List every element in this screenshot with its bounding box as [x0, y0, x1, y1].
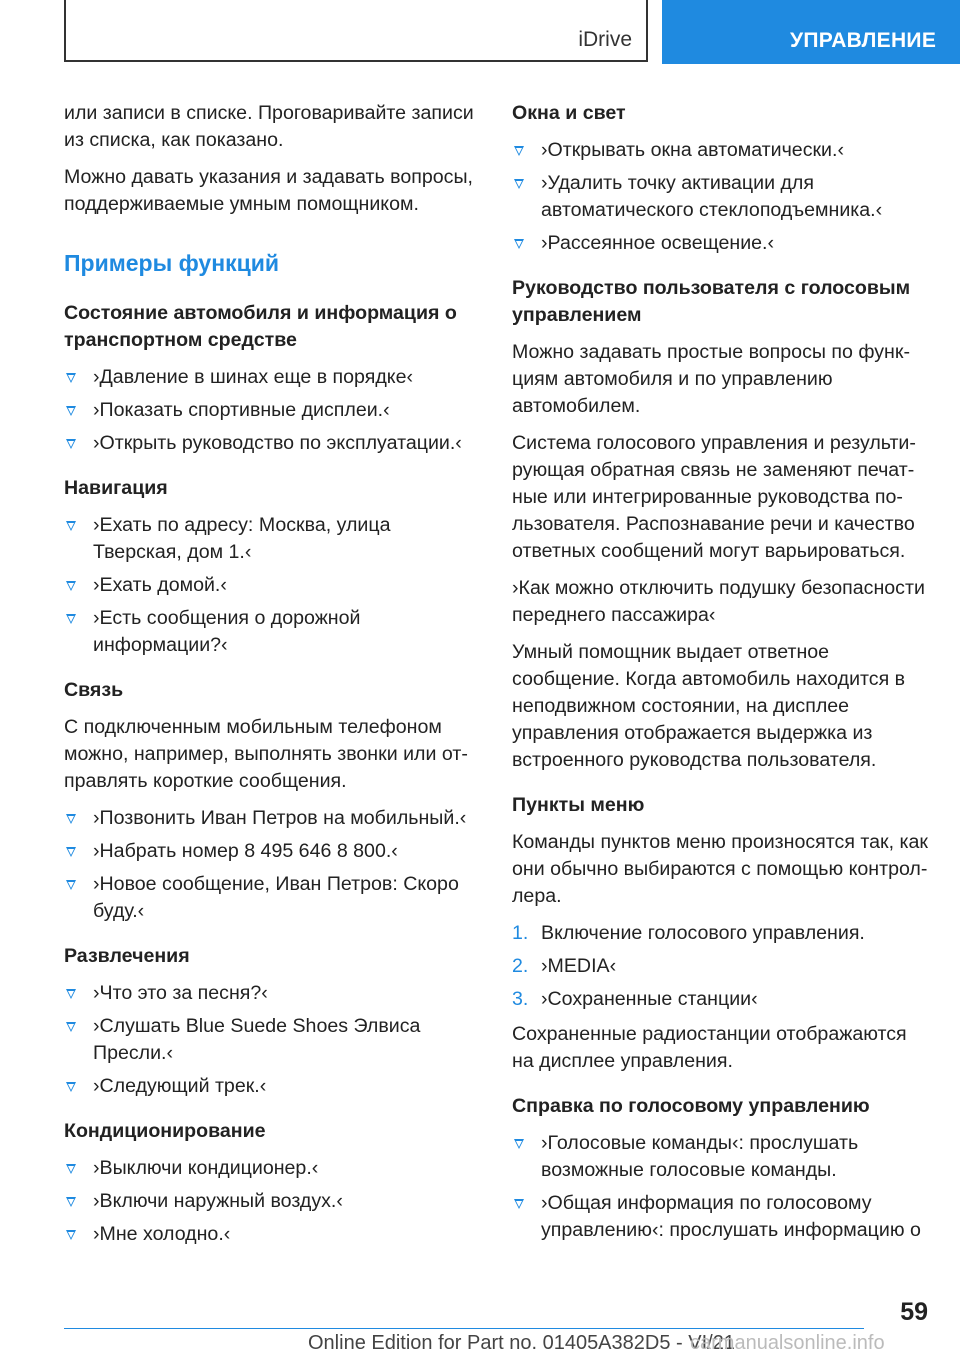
triangle-bullet-icon	[66, 1164, 76, 1174]
list-item: ›Новое сообщение, Иван Петров: Скоро буду.‹	[64, 871, 484, 925]
footer-divider	[64, 1328, 864, 1329]
triangle-bullet-icon	[514, 146, 524, 156]
body-paragraph: Команды пунктов меню произносятся так, как они обычно выбираются с помощью контроллера.	[512, 831, 928, 907]
subsection-heading: Кондиционирование	[64, 1120, 266, 1142]
subsection-heading: Состояние автомобиля и информация о транспортном средстве	[64, 302, 457, 351]
list-item: ›Слушать Blue Suede Shoes Элвиса Пресли.‹	[64, 1013, 484, 1067]
step-number: 3.	[512, 988, 529, 1010]
triangle-bullet-icon	[66, 406, 76, 416]
intro-paragraph: или записи в списке. Проговаривайте записи из списка, как показано.	[64, 102, 474, 151]
body-paragraph: Умный помощник выдает ответное сообщение. Когда автомобиль находится в неподвижном состоянии, на дисплее управления отображается выдержка из встроенного руководства пользователя.	[512, 641, 906, 771]
subsection-heading: Развлечения	[64, 945, 190, 967]
list-item: ›Удалить точку активации для автоматического стеклоподъемника.‹	[512, 170, 930, 224]
list-item: ›Мне холодно.‹	[64, 1221, 484, 1248]
command-list	[64, 805, 484, 925]
command-list	[64, 364, 484, 457]
triangle-bullet-icon	[514, 239, 524, 249]
body-paragraph: Система голосового управления и результирующая обратная связь не заменяют печатные или интегрированные руководства пользователя. Распознавание речи и качество ответных сообщений могут варьироваться.	[512, 432, 916, 562]
subsection-heading: Связь	[64, 679, 124, 701]
page-number: 59	[900, 1298, 928, 1326]
body-paragraph: Можно задавать простые вопросы по функциям автомобиля и по управлению автомобилем.	[512, 341, 910, 417]
step-number: 1.	[512, 922, 529, 944]
list-item: ›Включи наружный воздух.‹	[64, 1188, 484, 1215]
list-item: ›Рассеянное освещение.‹	[512, 230, 930, 257]
left-column	[64, 100, 484, 1254]
steps-list	[512, 920, 930, 1013]
triangle-bullet-icon	[66, 1082, 76, 1092]
watermark-logo: carmanualsonline.info	[690, 1332, 885, 1354]
triangle-bullet-icon	[514, 179, 524, 189]
command-list	[512, 1130, 930, 1244]
triangle-bullet-icon	[66, 880, 76, 890]
body-paragraph: С подключенным мобильным телефоном можно, например, выполнять звонки или отправлять короткие сообщения.	[64, 716, 468, 792]
page-header	[0, 0, 960, 66]
triangle-bullet-icon	[66, 439, 76, 449]
list-item: ›Ехать домой.‹	[64, 572, 484, 599]
triangle-bullet-icon	[66, 814, 76, 824]
list-item: ›Позвонить Иван Петров на мобильный.‹	[64, 805, 484, 832]
subsection-heading: Окна и свет	[512, 102, 626, 124]
list-item: ›Есть сообщения о дорожной информации?‹	[64, 605, 484, 659]
list-item: ›Открывать окна автоматически.‹	[512, 137, 930, 164]
list-item: ›Ехать по адресу: Москва, улица Тверская, дом 1.‹	[64, 512, 484, 566]
header-frame	[64, 0, 648, 62]
triangle-bullet-icon	[66, 1230, 76, 1240]
list-item: ›Следующий трек.‹	[64, 1073, 484, 1100]
subsection-heading: Пункты меню	[512, 794, 645, 816]
triangle-bullet-icon	[66, 847, 76, 857]
footer-edition: Online Edition for Part no. 01405A382D5 - VI/21	[308, 1332, 735, 1354]
intro-paragraph: Можно давать указания и задавать вопросы, поддерживаемые умным помощником.	[64, 166, 473, 215]
body-paragraph: Сохраненные радиостанции отображаются на дисплее управления.	[512, 1023, 907, 1072]
triangle-bullet-icon	[66, 373, 76, 383]
triangle-bullet-icon	[514, 1199, 524, 1209]
list-item: ›Выключи кондиционер.‹	[64, 1155, 484, 1182]
list-item: ›Давление в шинах еще в порядке‹	[64, 364, 484, 391]
triangle-bullet-icon	[66, 521, 76, 531]
command-list	[512, 137, 930, 257]
command-list	[64, 1155, 484, 1248]
step-item: 1. Включение голосового управления.	[512, 920, 930, 947]
header-section-tab: УПРАВЛЕНИЕ	[662, 0, 960, 64]
triangle-bullet-icon	[66, 581, 76, 591]
step-number: 2.	[512, 955, 529, 977]
step-item: 3. ›Сохраненные станции‹	[512, 986, 930, 1013]
triangle-bullet-icon	[66, 1022, 76, 1032]
triangle-bullet-icon	[66, 1197, 76, 1207]
triangle-bullet-icon	[66, 989, 76, 999]
triangle-bullet-icon	[66, 614, 76, 624]
section-title: Примеры функций	[64, 250, 280, 276]
command-list	[64, 512, 484, 659]
subsection-heading: Справка по голосовому управлению	[512, 1095, 870, 1117]
list-item: ›Открыть руководство по эксплуатации.‹	[64, 430, 484, 457]
triangle-bullet-icon	[514, 1139, 524, 1149]
subsection-heading: Навигация	[64, 477, 168, 499]
list-item: ›Набрать номер 8 495 646 8 800.‹	[64, 838, 484, 865]
command-list	[64, 980, 484, 1100]
header-chapter: iDrive	[578, 28, 632, 51]
list-item: ›Показать спортивные дисплеи.‹	[64, 397, 484, 424]
body-paragraph: ›Как можно отключить подушку безопасности переднего пассажира‹	[512, 577, 925, 626]
list-item: ›Что это за песня?‹	[64, 980, 484, 1007]
list-item: ›Общая информация по голосовому управлению‹: прослушать информацию о	[512, 1190, 930, 1244]
right-column	[512, 100, 930, 1250]
subsection-heading: Руководство пользователя с голосовым управлением	[512, 277, 911, 326]
step-item: 2. ›MEDIA‹	[512, 953, 930, 980]
list-item: ›Голосовые команды‹: прослушать возможные голосовые команды.	[512, 1130, 930, 1184]
